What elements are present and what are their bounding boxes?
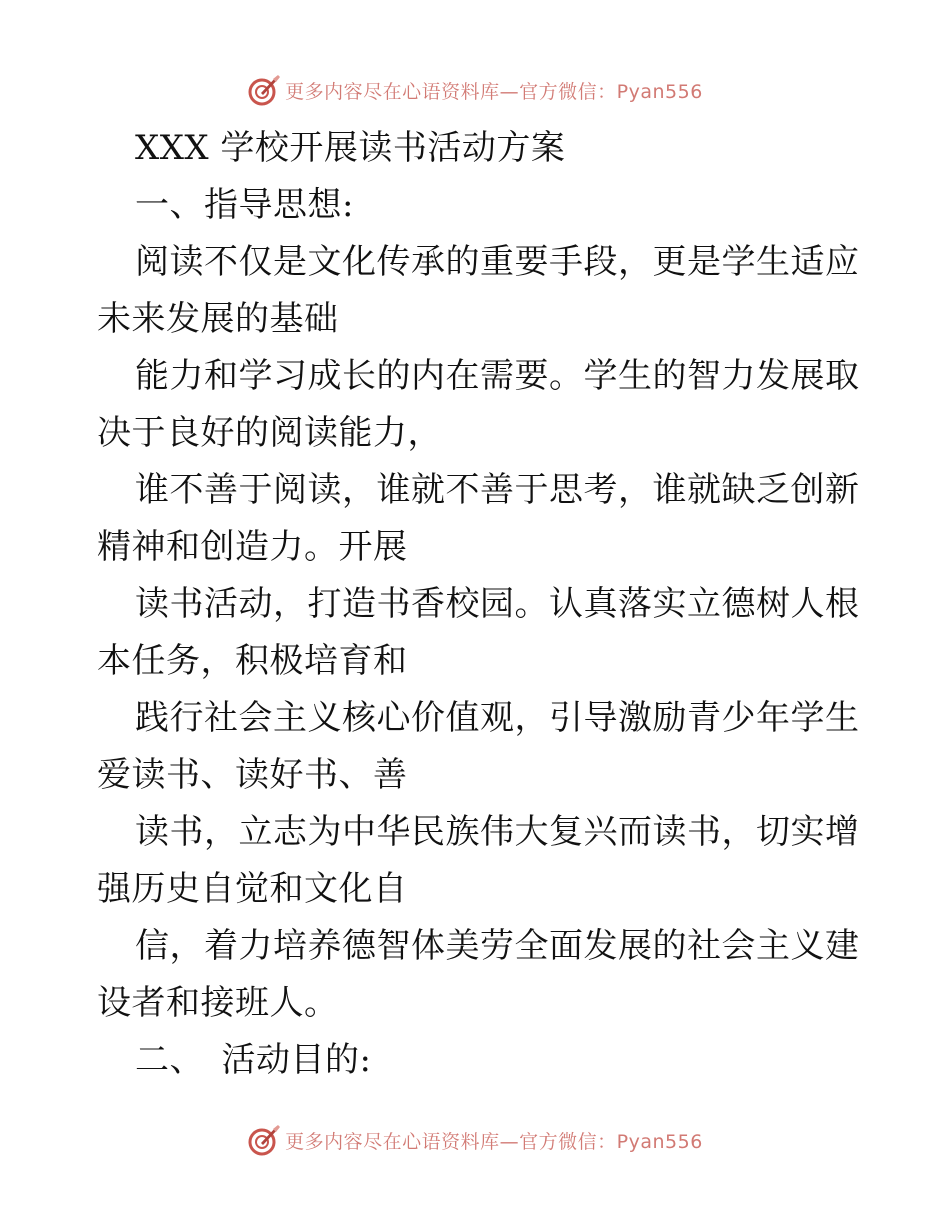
document-body <box>97 120 860 1089</box>
paragraph-line: 读书，立志为中华民族伟大复兴而读书，切实增 <box>135 812 860 852</box>
paragraph-line: 能力和学习成长的内在需要。学生的智力发展取 <box>135 356 860 396</box>
paragraph-line: 读书活动，打造书香校园。认真落实立德树人根 <box>135 584 860 624</box>
footer-banner <box>0 1118 950 1162</box>
paragraph-line: 未来发展的基础 <box>97 299 339 339</box>
paragraph-line: 阅读不仅是文化传承的重要手段，更是学生适应 <box>135 242 860 282</box>
paragraph-line: 决于良好的阅读能力， <box>97 413 442 453</box>
header-banner <box>0 68 950 112</box>
paragraph-line: 信，着力培养德智体美劳全面发展的社会主义建 <box>135 926 860 966</box>
quill-pen-logo-icon <box>247 73 281 107</box>
section-heading-guiding-ideology: 一、指导思想: <box>135 185 354 225</box>
paragraph-line: 精神和创造力。开展 <box>97 527 408 567</box>
section-heading-activity-purpose: 二、 活动目的: <box>135 1040 372 1080</box>
footer-banner-text: 更多内容尽在心语资料库—官方微信：Pyan556 <box>285 1130 703 1153</box>
quill-pen-logo-icon <box>247 1123 281 1157</box>
paragraph-line: 践行社会主义核心价值观，引导激励青少年学生 <box>135 698 860 738</box>
paragraph-line: 谁不善于阅读，谁就不善于思考，谁就缺乏创新 <box>135 470 860 510</box>
header-banner-text: 更多内容尽在心语资料库—官方微信：Pyan556 <box>285 80 703 103</box>
document-title: XXX 学校开展读书活动方案 <box>135 128 566 168</box>
paragraph-line: 强历史自觉和文化自 <box>97 869 408 909</box>
paragraph-line: 本任务，积极培育和 <box>97 641 408 681</box>
paragraph-line: 设者和接班人。 <box>97 983 339 1023</box>
paragraph-line: 爱读书、读好书、善 <box>97 755 408 795</box>
